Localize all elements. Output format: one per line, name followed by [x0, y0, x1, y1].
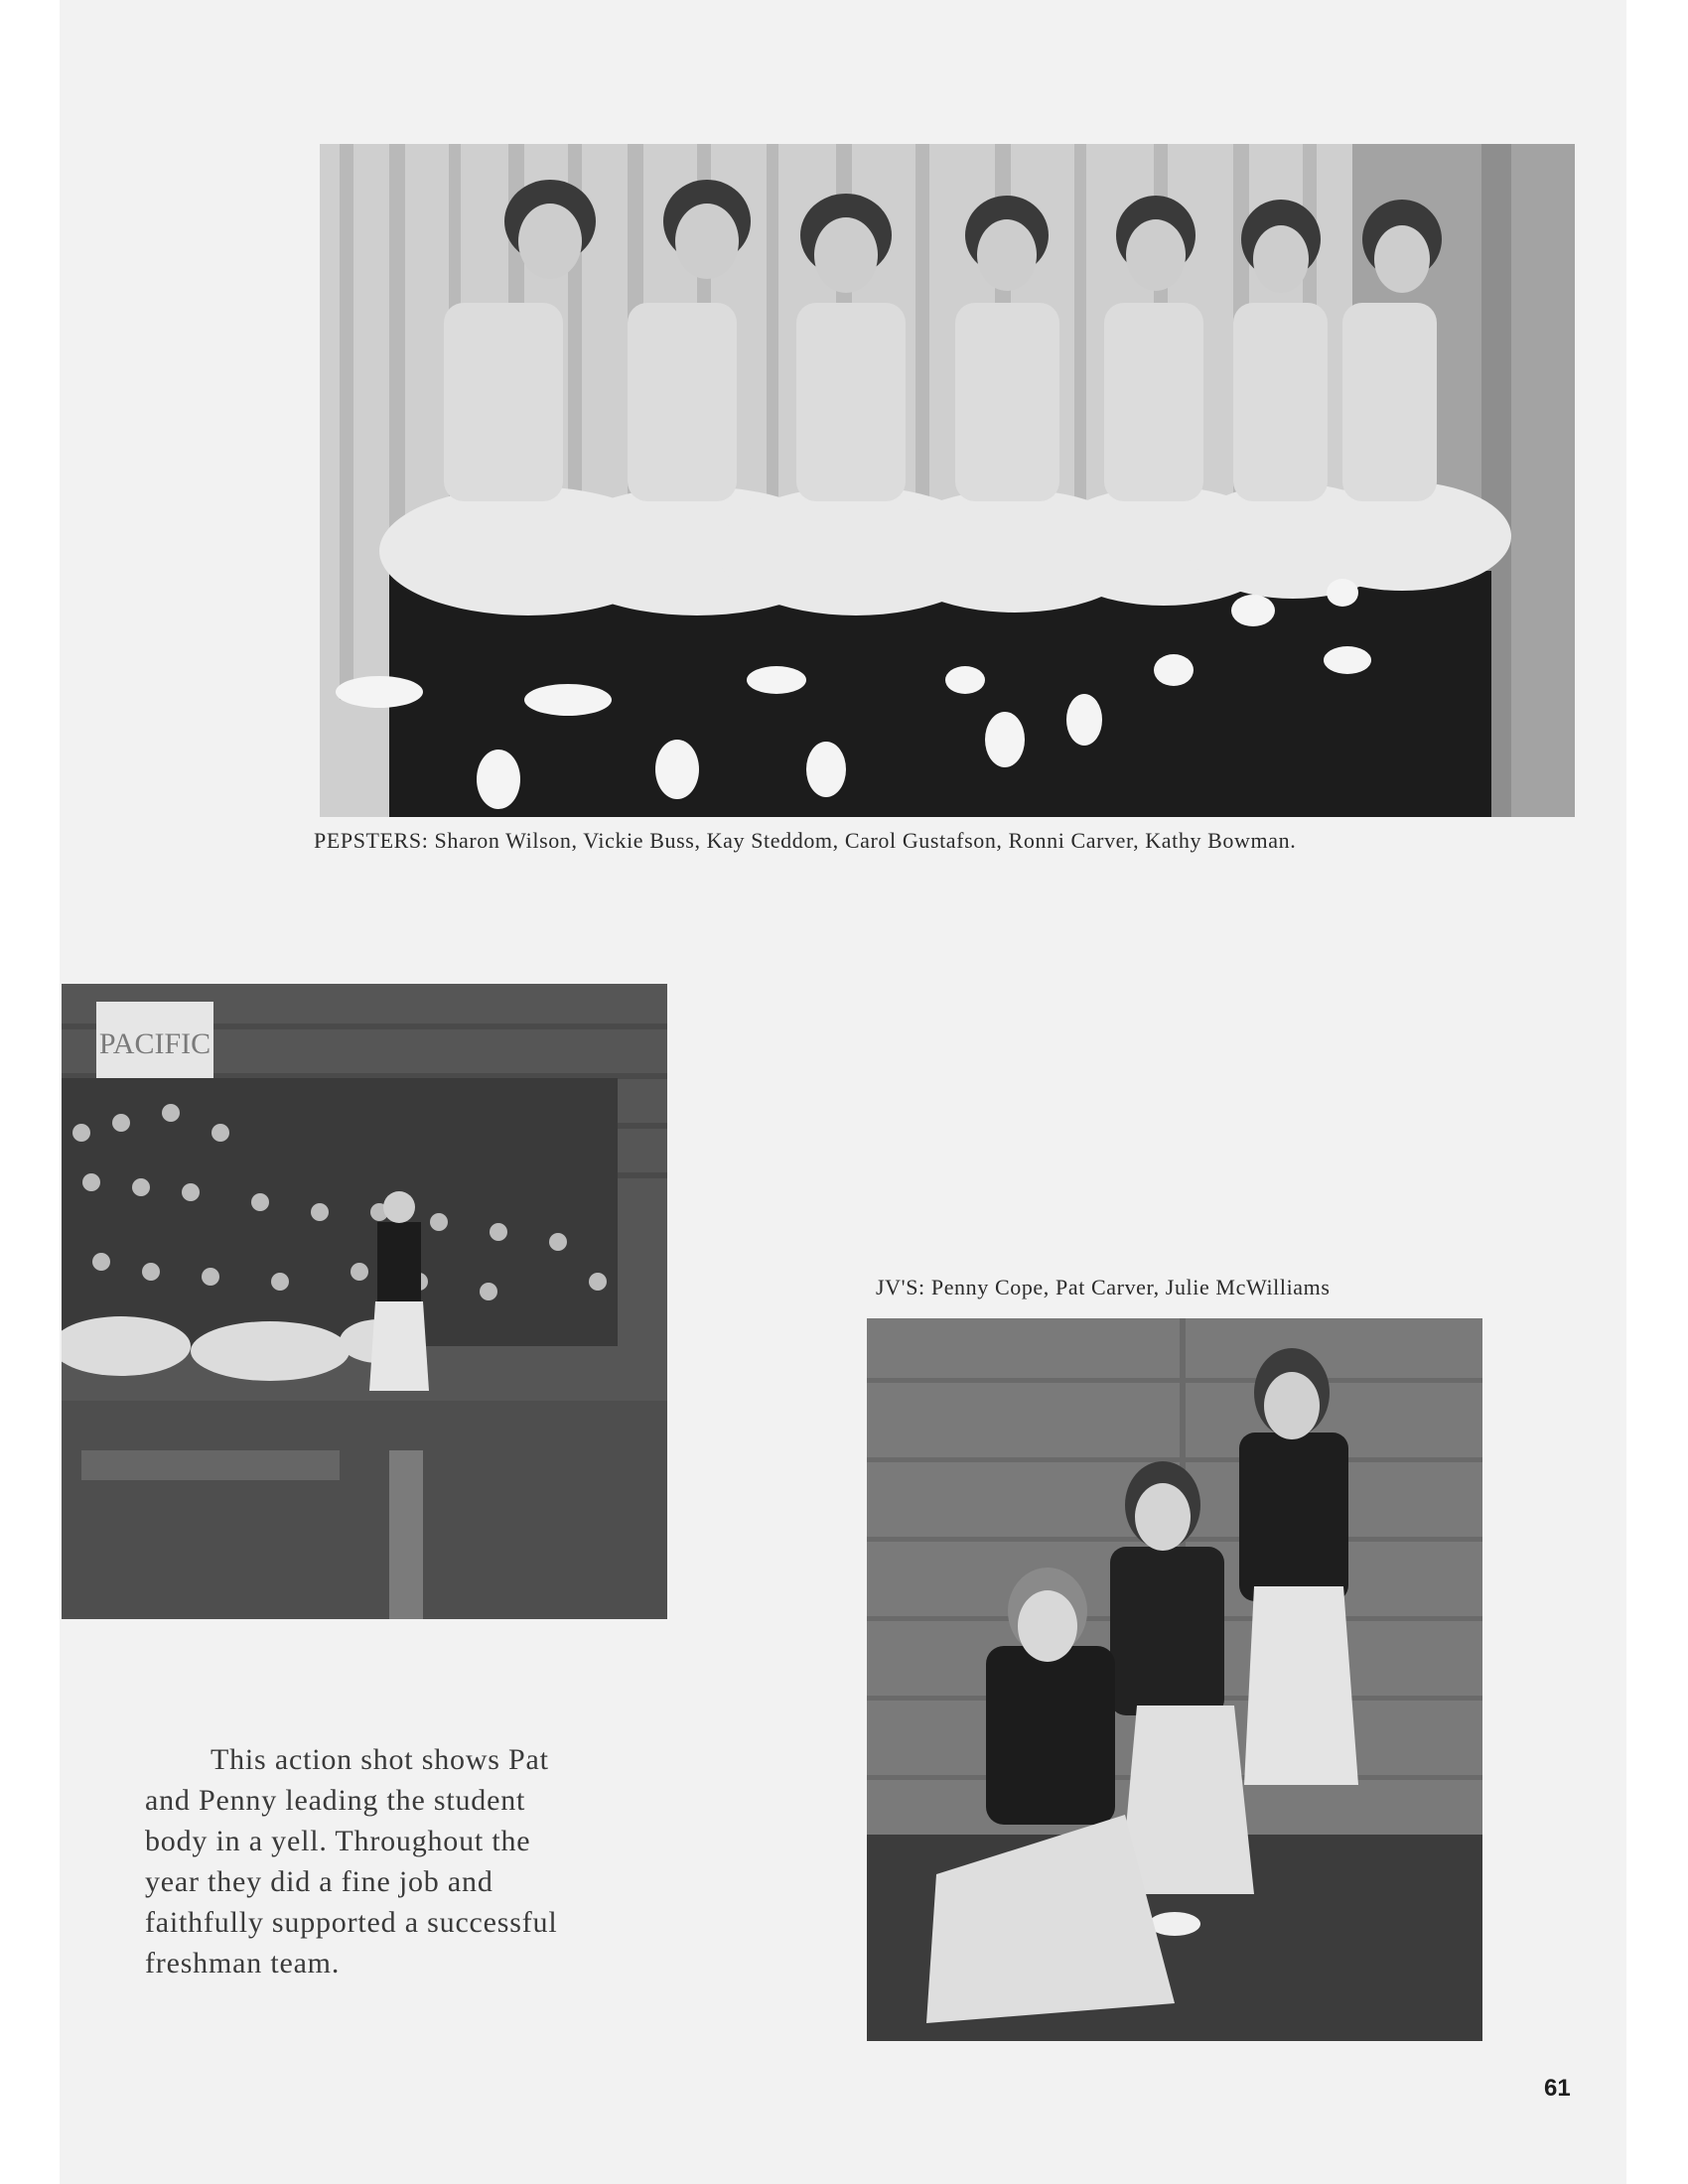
jv-caption: JV'S: Penny Cope, Pat Carver, Julie McWilliams	[876, 1275, 1331, 1299]
page-number: 61	[1544, 2075, 1571, 2102]
action-description	[145, 1739, 701, 1983]
action-photo	[62, 984, 667, 1619]
pepsters-photo	[320, 144, 1575, 817]
body-line: body in a yell. Throughout the	[145, 1825, 531, 1857]
body-line: year they did a fine job and	[145, 1865, 493, 1898]
body-line: freshman team.	[145, 1947, 341, 1979]
body-line: This action shot shows Pat	[211, 1743, 549, 1776]
body-line: faithfully supported a successful	[145, 1906, 558, 1939]
page	[60, 0, 1626, 2184]
pepsters-caption: PEPSTERS: Sharon Wilson, Vickie Buss, Kay Steddom, Carol Gustafson, Ronni Carver, Kathy Bowman.	[314, 828, 1297, 853]
pacific-banner-text: PACIFIC	[98, 1027, 211, 1060]
body-line: and Penny leading the student	[145, 1784, 526, 1817]
jv-photo	[867, 1318, 1482, 2041]
